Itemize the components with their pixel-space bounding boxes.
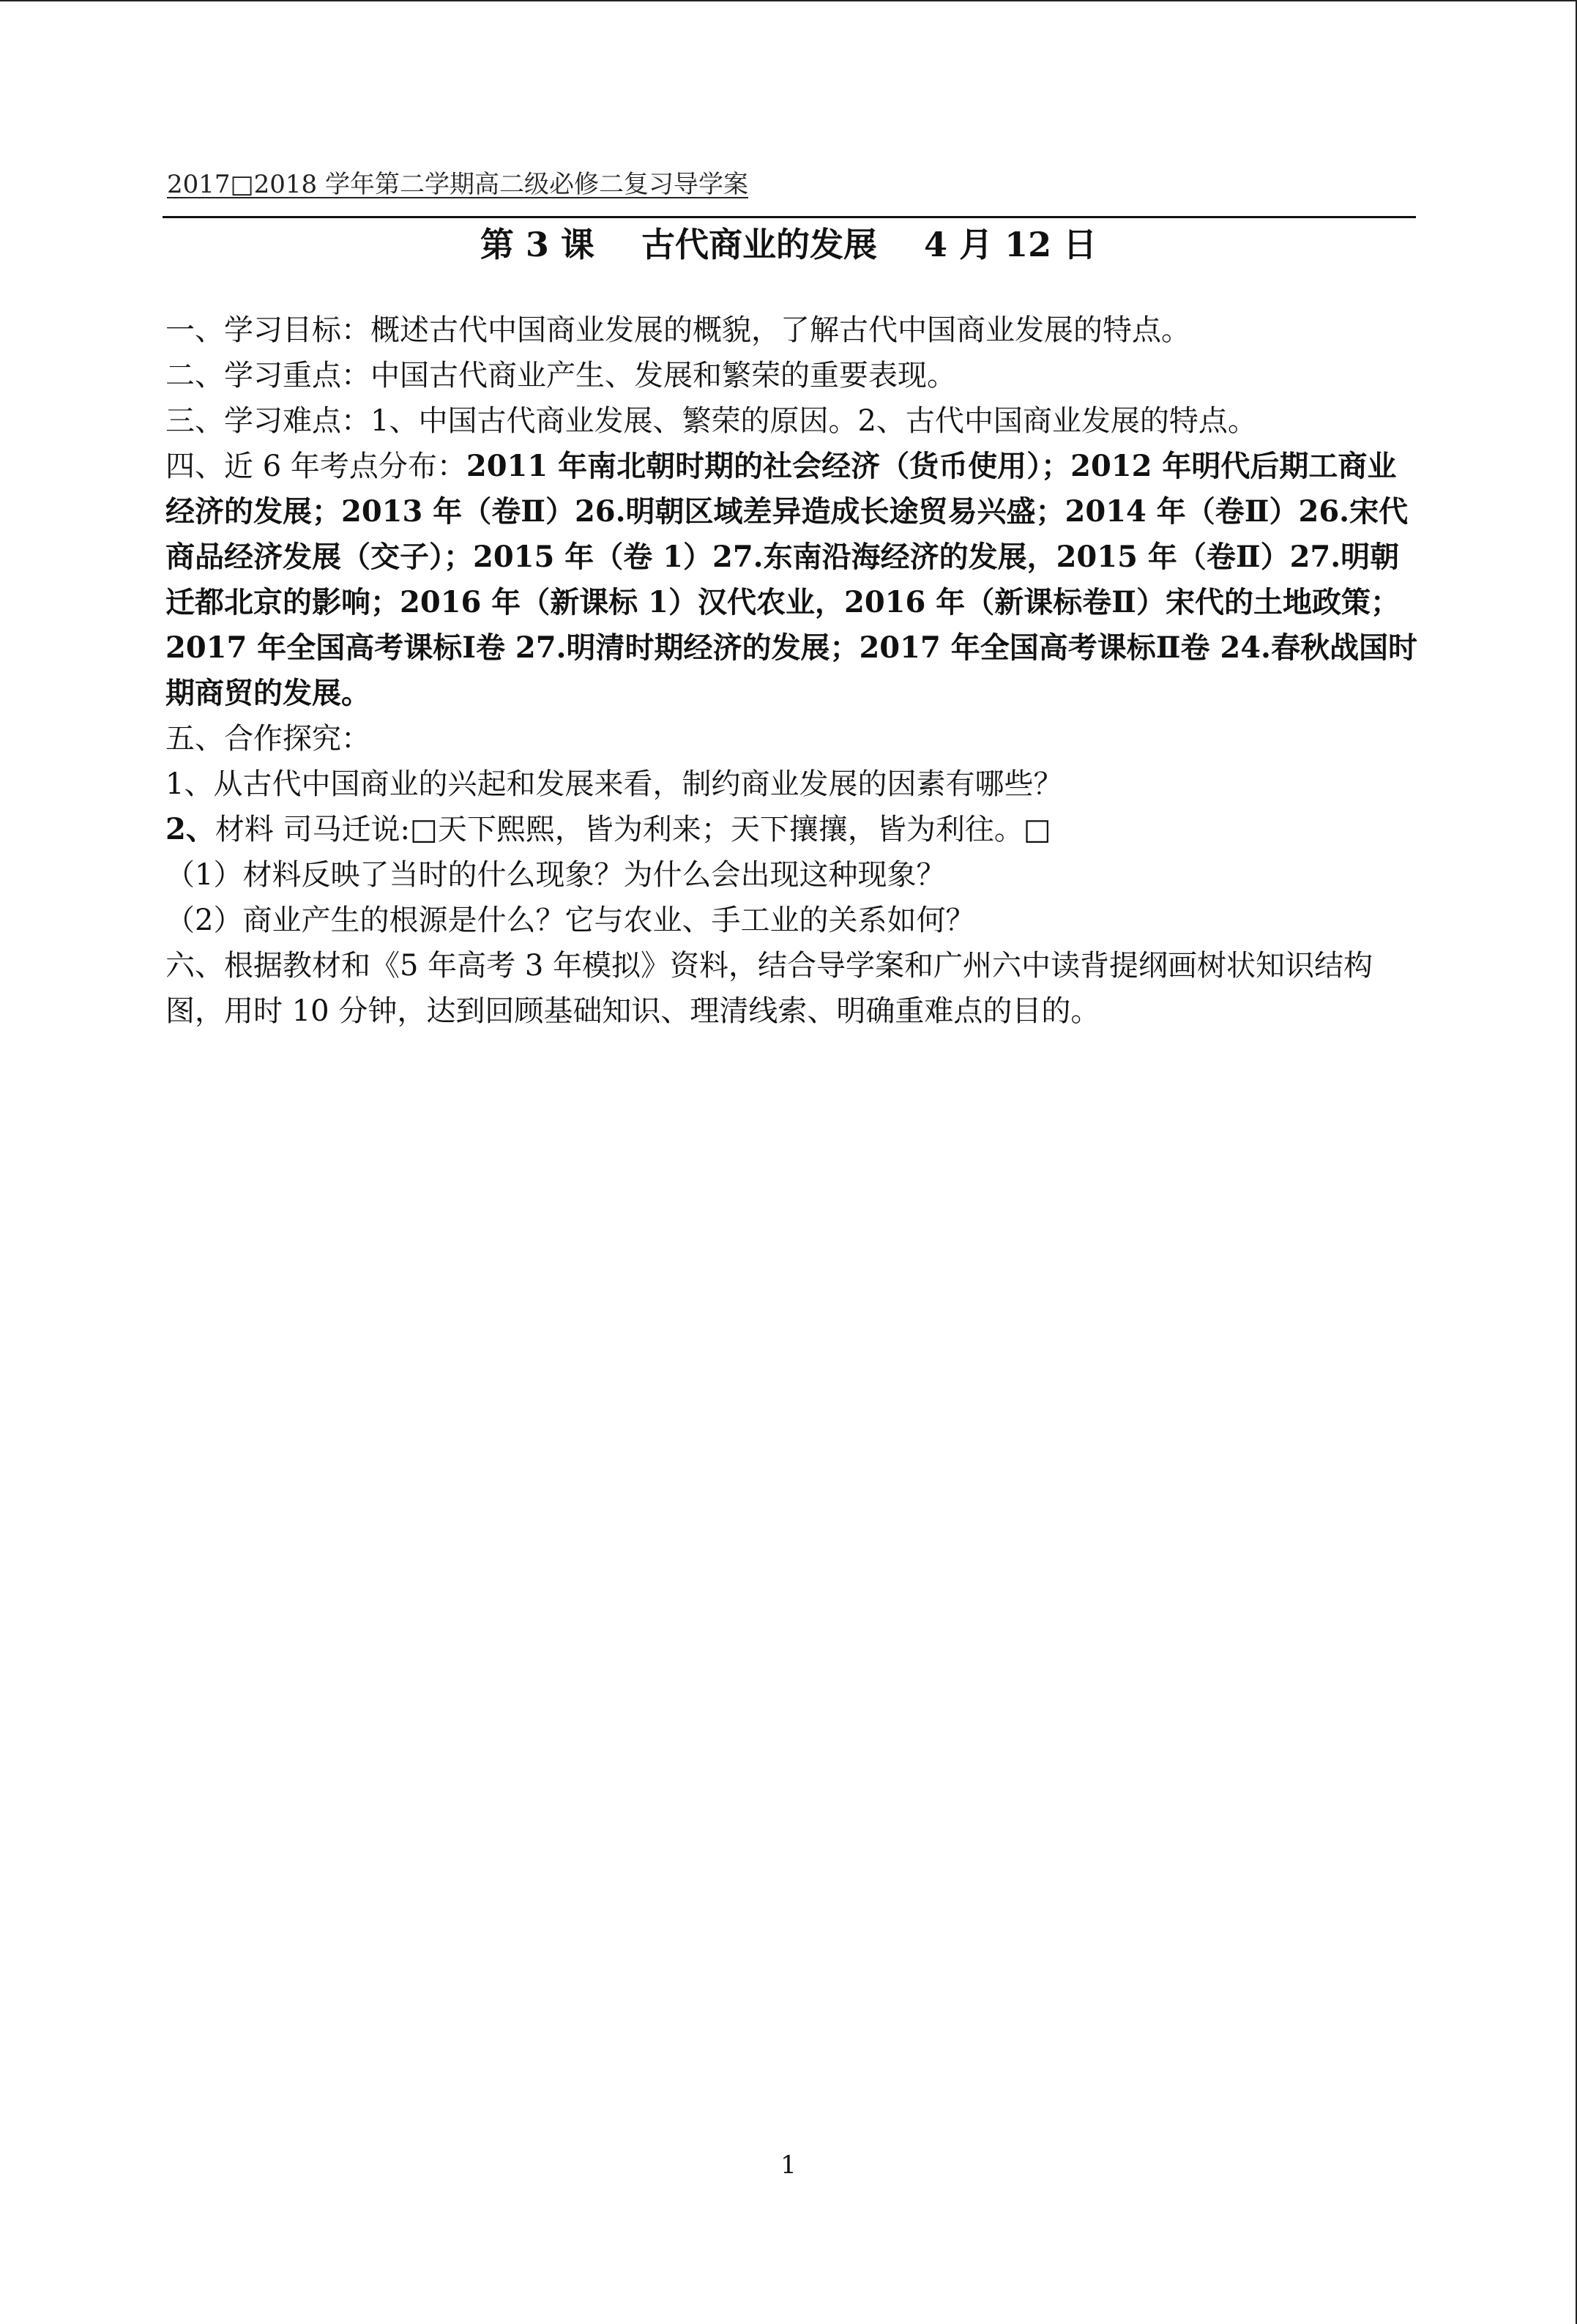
question-2	[165, 807, 1417, 852]
exam-distribution-label: 四、近 6 年考点分布：	[165, 450, 466, 483]
learning-focus: 二、学习重点：中国古代商业产生、发展和繁荣的重要表现。	[165, 359, 956, 392]
exam-2017: 2017 年全国高考课标Ⅰ卷 27.明清时期经济的发展；2017 年全国高考课标Ⅱ卷 24.春秋战国时期商贸的发展。	[165, 630, 1417, 710]
exam-distribution	[165, 444, 1417, 625]
question-1: 1、从古代中国商业的兴起和发展来看，制约商业发展的因素有哪些？	[165, 767, 1063, 801]
learning-goal: 一、学习目标：概述古代中国商业发展的概貌，了解古代中国商业发展的特点。	[165, 313, 1190, 347]
lesson-title: 第 3 课 古代商业的发展 4 月 12 日	[480, 225, 1097, 264]
question-2-sub-1: （1）材料反映了当时的什么现象？为什么会出现这种现象？	[165, 858, 946, 892]
question-2-material: 材料 司马迁说:□天下熙熙，皆为利来；天下攘攘，皆为利往。□	[215, 813, 1051, 846]
task-six: 六、根据教材和《5 年高考 3 年模拟》资料，结合导学案和广州六中读背提纲画树状知识结构图，用时 10 分钟，达到回顾基础知识、理清线索、明确重难点的目的。	[165, 949, 1373, 1028]
page-number: 1	[780, 2150, 797, 2180]
cooperation-heading: 五、合作探究：	[165, 722, 370, 756]
exam-distribution-text: 2011 年南北朝时期的社会经济（货币使用）；2012 年明代后期工商业经济的发展；2013 年（卷Ⅱ）26.明朝区域差异造成长途贸易兴盛；2014 年（卷Ⅱ）26.宋代商品经济发展（交子）；2015 年（卷 1）27.东南沿海经济的发展，2015 年（卷Ⅱ）27.明朝迁都北京的影响；2016 年（新课标 1）汉代农业，2016 年（新课标卷Ⅱ）宋代的土地政策；	[165, 449, 1409, 619]
learning-difficulty: 三、学习难点：1、中国古代商业发展、繁荣的原因。2、古代中国商业发展的特点。	[165, 404, 1257, 438]
question-2-number: 2、	[165, 812, 215, 846]
document-body	[165, 308, 1417, 1034]
document-header: 2017□2018 学年第二学期高二级必修二复习导学案	[167, 170, 748, 199]
question-2-sub-2: （2）商业产生的根源是什么？它与农业、手工业的关系如何？	[165, 904, 975, 937]
